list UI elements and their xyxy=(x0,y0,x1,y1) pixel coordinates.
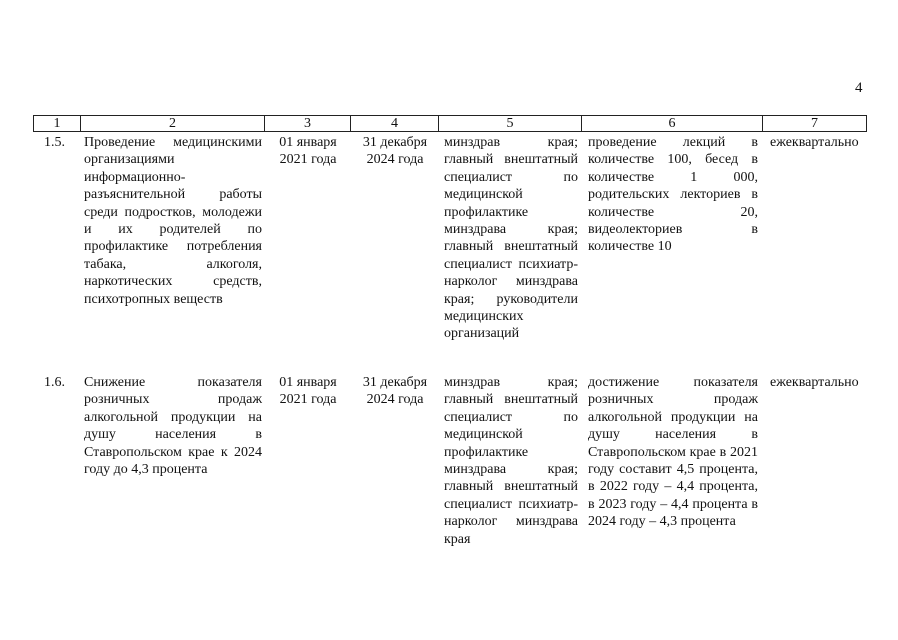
row-result: достижение показателя розничных продаж алкогольной продукции на душу населения в Ставропольском крае в 2021 году составит 4,5 процента, в 2022 году – 4,4 процента, в 2023 году – 4,4 процента в 2024 году – 4,3 процента xyxy=(588,375,758,530)
header-cell-3: 3 xyxy=(265,115,351,132)
header-cell-7: 7 xyxy=(763,115,867,132)
row-number: 1.6. xyxy=(44,375,65,390)
header-cell-6: 6 xyxy=(582,115,763,132)
header-cell-4: 4 xyxy=(351,115,439,132)
header-cell-1: 1 xyxy=(33,115,81,132)
row-result: проведение лекций в количестве 100, бесед в количестве 1 000, родительских лекториев в количестве 20, видеолекториев в количестве 10 xyxy=(588,135,758,255)
row-start-date: 01 января 2021 года xyxy=(279,135,337,168)
row-end-date: 31 декабря 2024 года xyxy=(362,375,428,408)
page-number: 4 xyxy=(855,80,863,96)
row-number: 1.5. xyxy=(44,135,65,150)
row-end-date: 31 декабря 2024 года xyxy=(362,135,428,168)
header-cell-2: 2 xyxy=(81,115,265,132)
row-responsible: минздрав края; главный внештатный специалист по медицинской профилактике минздрава края; главный внештатный специалист психиатр-нарколог минздрава края; руководители медицинских организаций xyxy=(444,135,578,342)
row-description: Проведение медицинскими организациями информационно-разъяснительной работы среди подростков, молодежи и их родителей по профилактике потребления табака, алкоголя, наркотических средств, психотропных веществ xyxy=(84,135,262,307)
row-responsible: минздрав края; главный внештатный специалист по медицинской профилактике минздрава края; главный внештатный специалист психиатр-нарколог минздрава края xyxy=(444,375,578,547)
header-cell-5: 5 xyxy=(439,115,582,132)
row-start-date: 01 января 2021 года xyxy=(279,375,337,408)
row-frequency: ежеквартально xyxy=(770,375,859,390)
row-description: Снижение показателя розничных продаж алкогольной продукции на душу населения в Ставропольском крае к 2024 году до 4,3 процента xyxy=(84,375,262,478)
row-frequency: ежеквартально xyxy=(770,135,859,150)
